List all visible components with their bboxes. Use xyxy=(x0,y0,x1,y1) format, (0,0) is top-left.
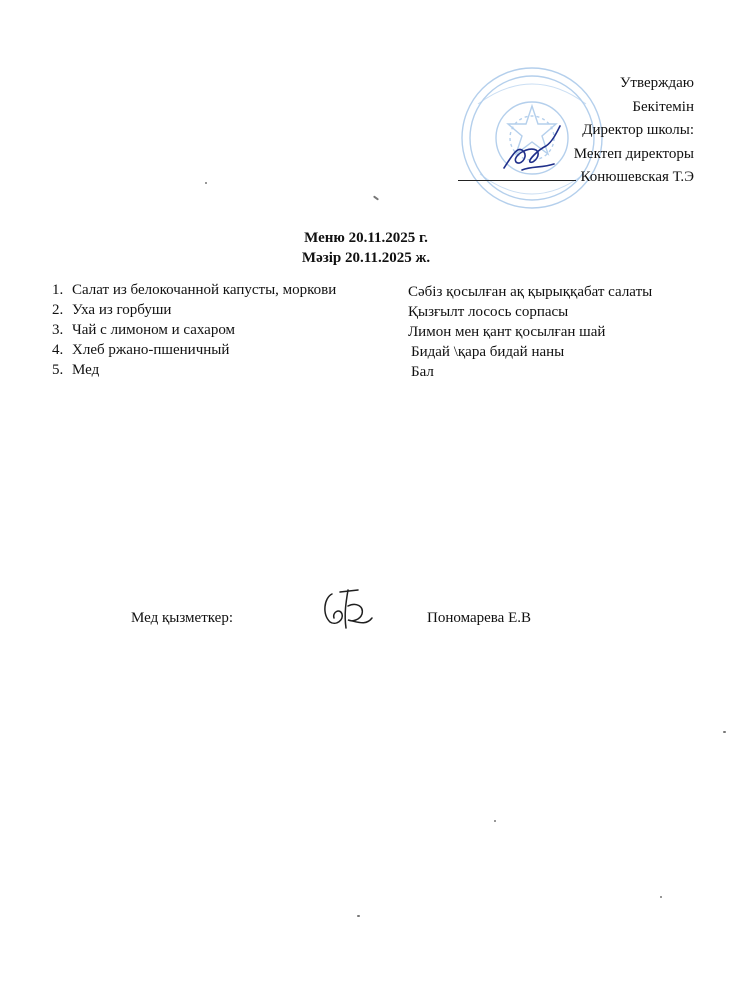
director-name: Конюшевская Т.Э xyxy=(580,169,694,185)
approval-line: Бекітемін xyxy=(632,98,694,115)
scan-speck xyxy=(494,820,496,822)
menu-list-ru xyxy=(52,280,336,380)
item-text: Мед xyxy=(72,362,100,378)
scan-speck xyxy=(357,915,360,917)
list-item xyxy=(52,360,336,380)
item-text: Уха из горбуши xyxy=(72,302,172,318)
scan-speck xyxy=(373,195,379,200)
list-item xyxy=(52,280,336,300)
item-number: 3. xyxy=(52,322,64,338)
nurse-label: Мед қызметкер: xyxy=(131,610,234,626)
menu-title-kz: Мәзір 20.11.2025 ж. xyxy=(301,250,431,266)
approval-signer-line xyxy=(458,166,694,190)
signature-underline xyxy=(458,166,576,181)
menu-title xyxy=(0,228,732,268)
list-item: Бал xyxy=(411,364,434,380)
item-text: Хлеб ржано-пшеничный xyxy=(72,342,230,358)
approval-line: Мектеп директоры xyxy=(573,145,694,162)
menu-title-ru: Меню 20.11.2025 г. xyxy=(304,230,428,246)
scan-speck xyxy=(723,731,726,733)
item-text: Салат из белокочанной капусты, моркови xyxy=(72,282,337,298)
scan-speck xyxy=(205,182,207,184)
nurse-signature xyxy=(318,584,380,634)
nurse-name: Пономарева Е.В xyxy=(427,610,531,626)
menu-list-kz xyxy=(408,282,652,382)
approval-line: Утверждаю xyxy=(619,75,694,91)
item-number: 4. xyxy=(52,342,64,358)
item-number: 2. xyxy=(52,302,64,318)
item-number: 1. xyxy=(52,282,64,298)
approval-line: Директор школы: xyxy=(582,122,694,138)
list-item xyxy=(52,340,336,360)
list-item: Қызғылт лосось сорпасы xyxy=(408,304,569,320)
list-item xyxy=(52,320,336,340)
list-item: Бидай \қара бидай наны xyxy=(411,344,565,360)
scan-speck xyxy=(660,896,662,898)
item-number: 5. xyxy=(52,362,64,378)
list-item: Сәбіз қосылған ақ қырыққабат салаты xyxy=(408,284,653,300)
item-text: Чай с лимоном и сахаром xyxy=(72,322,236,338)
approval-block xyxy=(458,72,694,190)
list-item: Лимон мен қант қосылған шай xyxy=(408,324,606,340)
list-item xyxy=(52,300,336,320)
